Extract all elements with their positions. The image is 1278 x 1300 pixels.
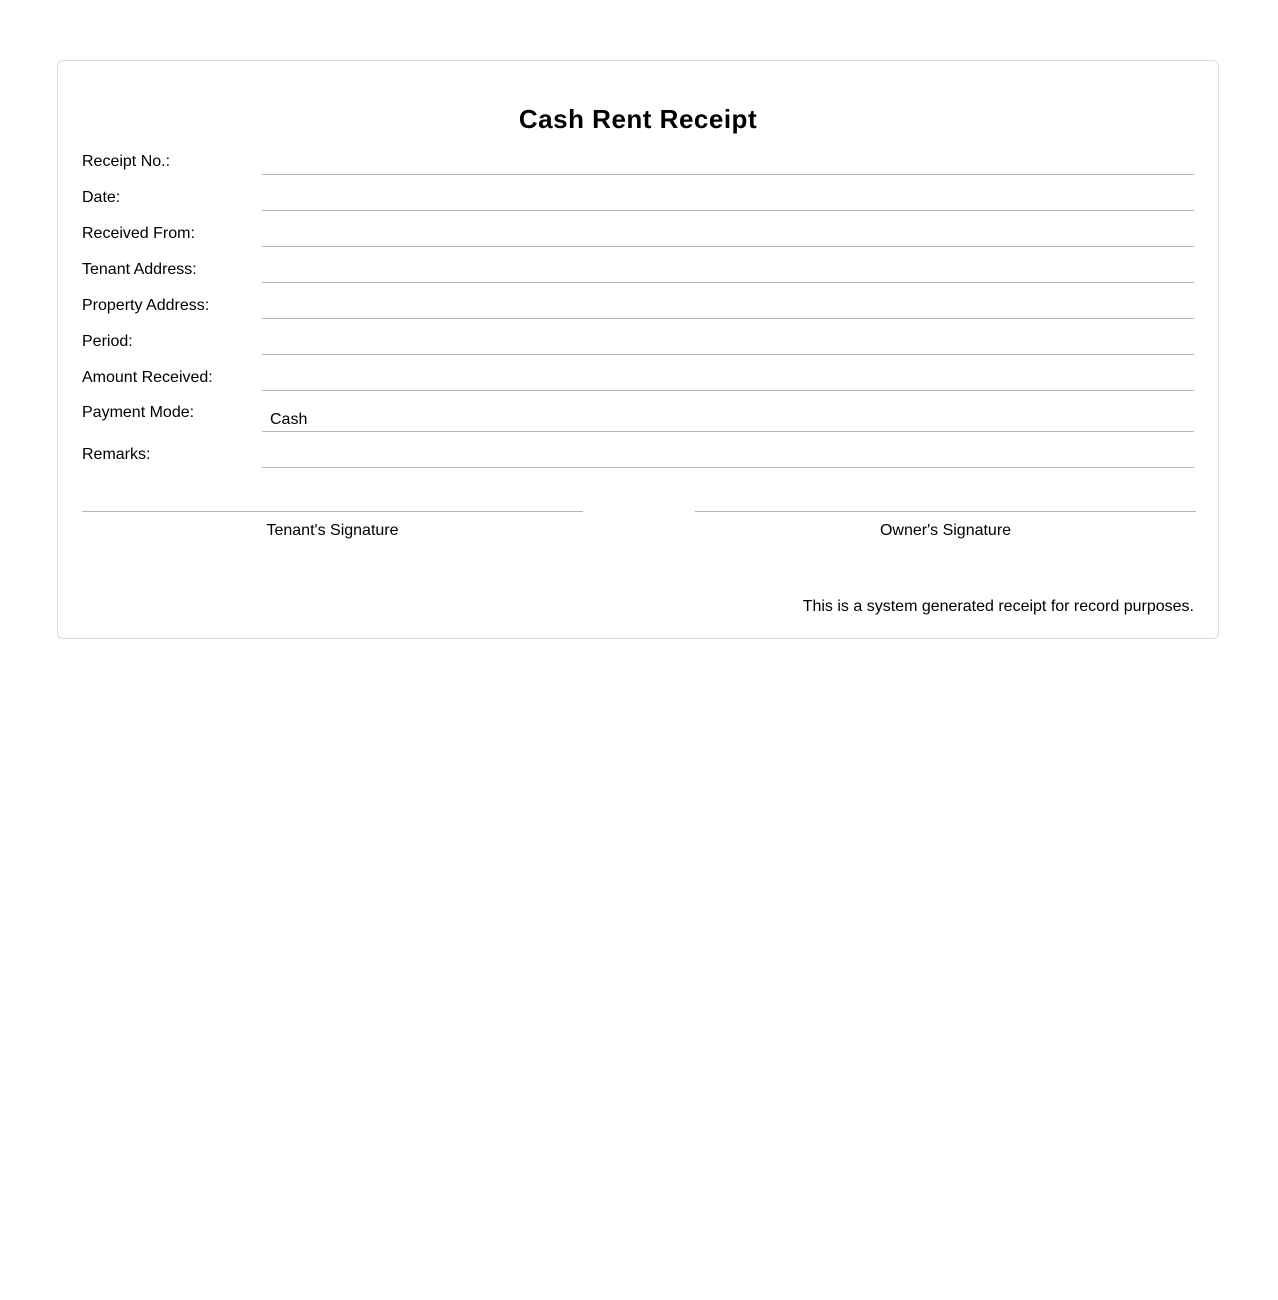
property-address-field[interactable] xyxy=(262,290,1194,319)
remarks-field[interactable] xyxy=(262,439,1194,468)
tenant-signature-block xyxy=(82,511,583,540)
field-tenant-address xyxy=(82,253,1194,283)
receipt-no-field[interactable] xyxy=(262,146,1194,175)
owner-signature-label: Owner's Signature xyxy=(879,522,1012,539)
field-label: Date: xyxy=(82,189,121,206)
field-label: Receipt No.: xyxy=(82,153,171,170)
amount-received-field[interactable] xyxy=(262,362,1194,391)
field-date xyxy=(82,181,1194,211)
owner-signature-line[interactable] xyxy=(695,511,1196,512)
date-field[interactable] xyxy=(262,182,1194,211)
field-label: Remarks: xyxy=(82,446,151,463)
footer-note: This is a system generated receipt for record purposes. xyxy=(802,598,1194,615)
payment-mode-field[interactable] xyxy=(262,403,1194,432)
period-field[interactable] xyxy=(262,326,1194,355)
receipt-card xyxy=(57,60,1219,639)
field-label: Period: xyxy=(82,333,133,350)
field-label: Tenant Address: xyxy=(82,261,197,278)
field-received-from xyxy=(82,217,1194,247)
tenant-signature-label: Tenant's Signature xyxy=(266,522,399,539)
field-amount-received xyxy=(82,361,1194,391)
field-property-address xyxy=(82,289,1194,319)
field-label: Payment Mode: xyxy=(82,404,195,421)
field-value: Cash xyxy=(270,411,308,428)
field-label: Property Address: xyxy=(82,297,210,314)
tenant-signature-line[interactable] xyxy=(82,511,583,512)
received-from-field[interactable] xyxy=(262,218,1194,247)
field-payment-mode xyxy=(82,402,1194,432)
tenant-address-field[interactable] xyxy=(262,254,1194,283)
field-label: Received From: xyxy=(82,225,195,242)
field-remarks xyxy=(82,438,1194,468)
field-receipt-no xyxy=(82,145,1194,175)
field-period xyxy=(82,325,1194,355)
field-label: Amount Received: xyxy=(82,369,213,386)
receipt-title: Cash Rent Receipt xyxy=(518,104,758,134)
owner-signature-block xyxy=(695,511,1196,540)
